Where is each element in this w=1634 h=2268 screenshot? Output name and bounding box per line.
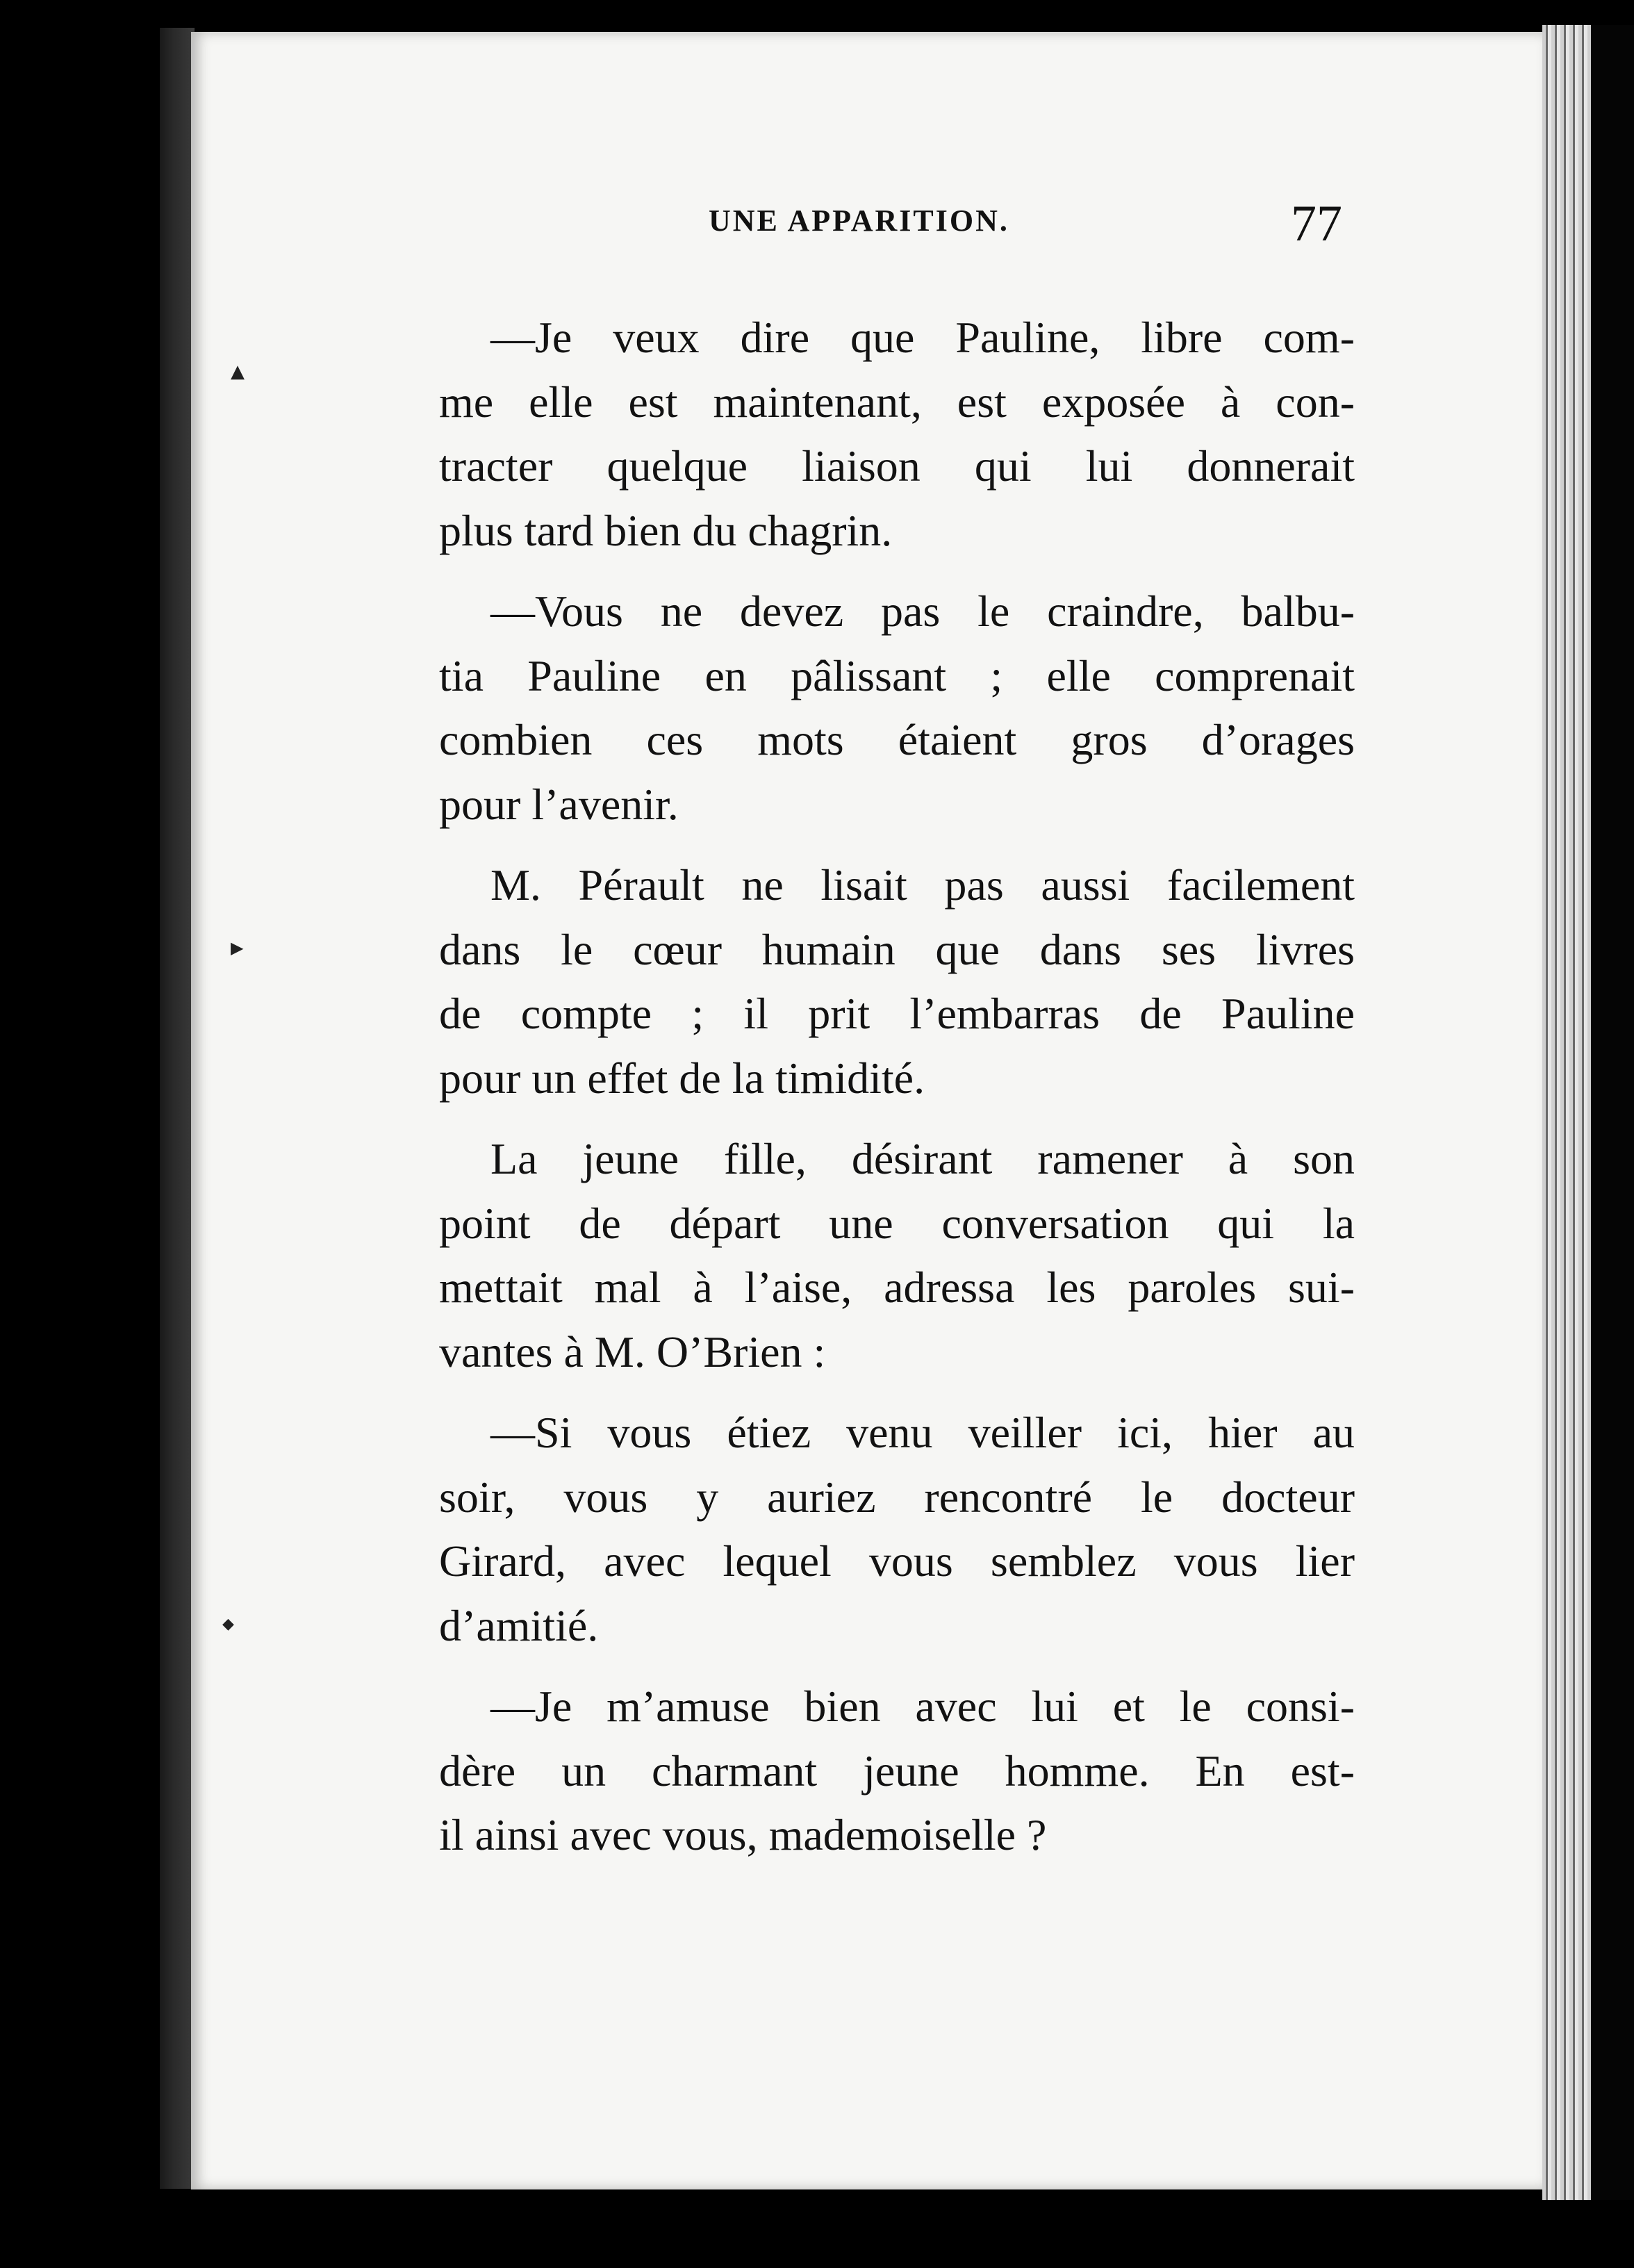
text-line: plus tard bien du chagrin.: [439, 505, 893, 555]
text-line: combien ces mots étaient gros d’orages: [439, 715, 1355, 764]
text-line: —Si vous étiez venu veiller ici, hier au: [490, 1408, 1355, 1457]
page-stack-edge: [1542, 25, 1591, 2200]
text-line: me elle est maintenant, est exposée à con-: [439, 377, 1355, 427]
body-text: [439, 306, 1355, 1884]
text-line: M. Pérault ne lisait pas aussi facilement: [490, 860, 1355, 910]
text-line: il ainsi avec vous, mademoiselle ?: [439, 1810, 1047, 1859]
running-head: UNE APPARITION.: [709, 204, 1009, 238]
book-gutter: [160, 28, 195, 2189]
margin-speck: ◆: [222, 1616, 234, 1633]
text-line: pour un effet de la timidité.: [439, 1053, 925, 1103]
paragraph: [439, 580, 1355, 837]
text-line: soir, vous y auriez rencontré le docteur: [439, 1472, 1355, 1522]
text-line: mettait mal à l’aise, adressa les paroles sui-: [439, 1263, 1355, 1312]
text-line: tracter quelque liaison qui lui donnerait: [439, 441, 1355, 491]
paragraph: [439, 1127, 1355, 1384]
text-line: dère un charmant jeune homme. En est-: [439, 1745, 1355, 1796]
paragraph: [439, 306, 1355, 563]
text-line: de compte ; il prit l’embarras de Pauline: [439, 989, 1355, 1038]
text-line: —Je veux dire que Pauline, libre com-: [490, 313, 1355, 362]
scan-border: [1591, 25, 1634, 2200]
paragraph: [439, 853, 1355, 1110]
paragraph: [439, 1401, 1355, 1658]
text-line: tia Pauline en pâlissant ; elle comprenait: [439, 650, 1355, 700]
text-line: point de départ une conversation qui la: [439, 1198, 1355, 1248]
text-line: dans le cœur humain que dans ses livres: [439, 924, 1355, 974]
text-line: —Je m’amuse bien avec lui et le consi-: [490, 1682, 1355, 1731]
text-line: —Vous ne devez pas le craindre, balbu-: [490, 586, 1355, 636]
text-line: vantes à M. O’Brien :: [439, 1326, 826, 1377]
margin-speck: ▲: [231, 361, 245, 382]
text-line: Girard, avec lequel vous semblez vous lier: [439, 1536, 1355, 1586]
margin-speck: ▶: [231, 938, 244, 958]
text-line: La jeune fille, désirant ramener à son: [490, 1134, 1355, 1183]
paragraph: [439, 1675, 1355, 1868]
text-line: pour l’avenir.: [439, 779, 679, 829]
text-line: d’amitié.: [439, 1600, 599, 1650]
page-number: 77: [1291, 195, 1342, 252]
